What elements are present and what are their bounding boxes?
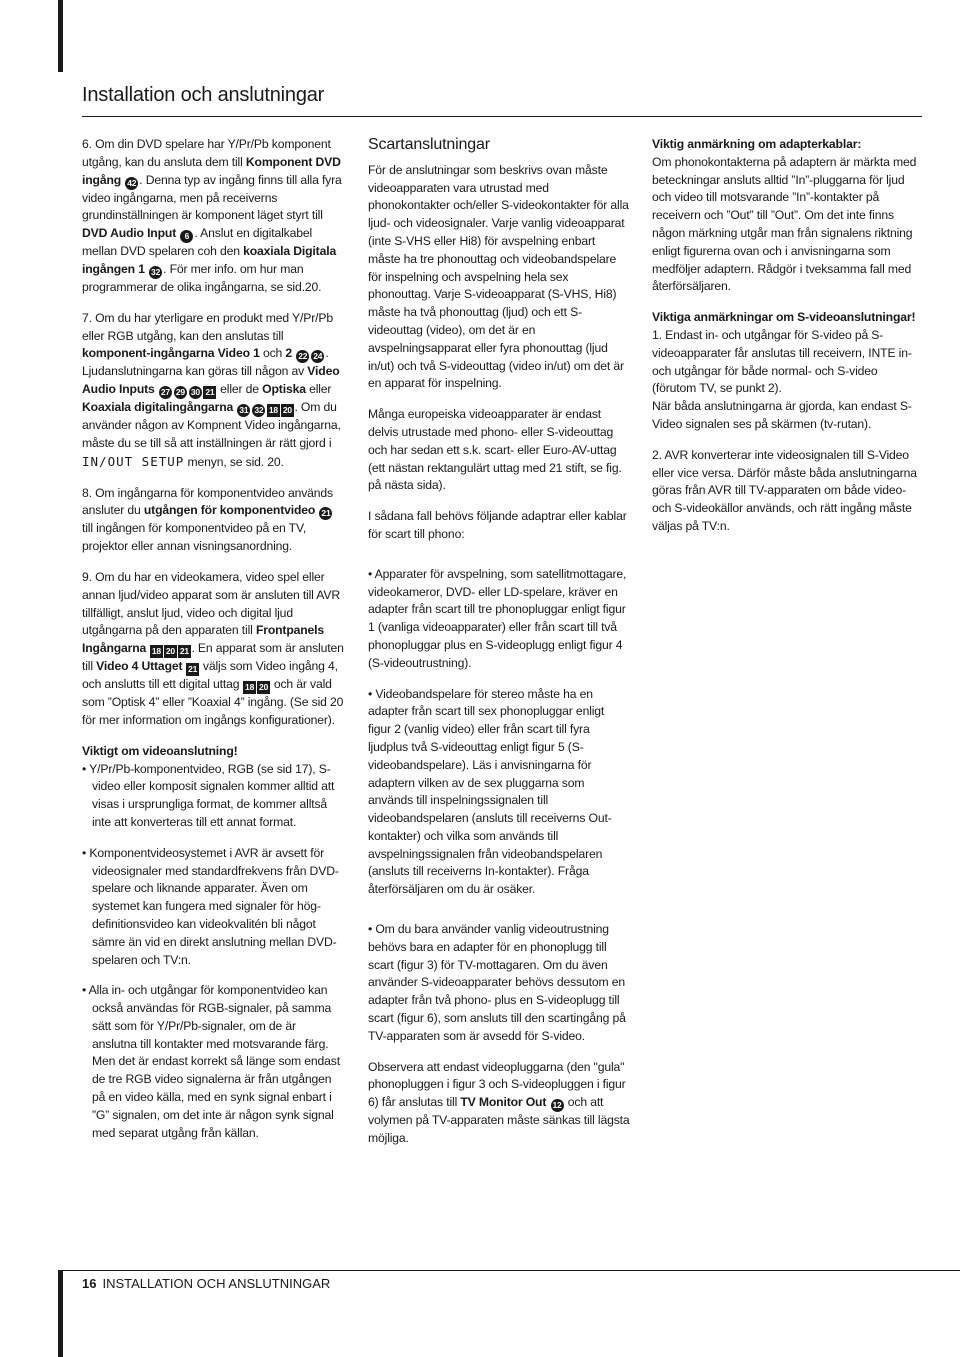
callout-31-icon: 31 [239, 405, 249, 416]
left-vertical-rule-top [58, 0, 63, 72]
scart-paragraph-1: För de anslutningar som beskrivs ovan måste videoapparaten vara utrustad med phonokontakter och/eller S-videokontakter för alla ljud- och videosignaler. Varje vanlig videoapparat (inte S-VHS eller Hi8) för avspelning enbart måste ha tre phonouttag och videobandspelare för inspelning och avspelning hela sex phonouttag. Varje S-videoapparat (S-VHS, Hi8) måste ha två phonouttag (ljud) och ett S-videouttag (video), om det är en avspelningsapparat eller fyra phonouttag (ljud in/ut) och två S-videouttag (video in/ut) om det är en apparat för inspelning. [368, 162, 629, 391]
scart-heading: Scartanslutningar [368, 136, 490, 153]
column-left [82, 136, 344, 1155]
page-number: 16 [82, 1276, 97, 1291]
scart-bullet-1: • Apparater för avspelning, som satellitmottagare, videokameror, DVD- eller LD-spelare, kräver en adapter från scart till tre phonopluggar enligt figur 1 (vanliga videoapparater) eller från scart till två phonopluggar plus en S-videoplugg enligt figur 4 (S-videoutrustning). [368, 566, 627, 670]
callout-30-icon: 30 [190, 387, 200, 398]
bullet-item: • Komponentvideosystemet i AVR är avsett för videosignaler med standardfrekvens från DVD-spelare och liknande apparater. Även om systemet kan fungera med signaler för hög-definitionsvideo kan videokvalitén bli något sämre än vid en direkt anslutning mellan DVD-spelaren och TV:n. [82, 845, 339, 967]
bullet-item: • Alla in- och utgångar för komponentvideo kan också användas för RGB-signaler, på samma sätt som för Y/Pr/Pb-signaler, om de är anslutna till kontakter med motsvarande färg. Men det är endast korrekt så länge som endast de tre RGB video signalerna är från utgången på en video källa, med en synk signal enbart i ”G” signalen, om det inte är någon synk signal med separat utgång från källan. [82, 983, 340, 1140]
page-title: Installation och anslutningar [82, 84, 325, 106]
callout-18-square-icon: 18 [268, 405, 279, 416]
callout-21-square-icon: 21 [205, 387, 215, 398]
footer-section-title: INSTALLATION OCH ANSLUTNINGAR [102, 1276, 331, 1291]
svideo-note-1b: När båda anslutningarna är gjorda, kan endast S-Video signalen ses på skärmen (tv-rutan). [652, 399, 912, 431]
page-footer [82, 1276, 330, 1291]
callout-42-icon: 42 [127, 177, 137, 188]
callout-20-square-icon: 20 [282, 405, 293, 416]
scart-bullet-2: • Videobandspelare för stereo måste ha en adapter från scart till sex phonopluggar enligt figur 2 (vanlig video) eller från scart till fyra ljudplus två S-videouttag enligt figur 5 (S-videobandspelare). Läs i anvisningarna för adaptern vilken av de sex pluggarna som används till inspelningssignalen till videobandspelaren (ansluts till receiverns Out-kontakter) och vilka som används till avspelningssignalen från videobandspelaren (ansluts till receiverns In-kontakter). Fråga återförsäljaren om du är osäker. [368, 686, 612, 897]
paragraph-step-9: 9. Om du har en videokamera, video spel eller annan ljud/video apparat som är ansluten till AVR tillfälligt, anslut ljud, video och digital ljud utgångarna på den apparaten till Frontpanels Ingångarna 18 20 21 . En apparat som är ansluten till Video 4 Uttaget 21 väljs som Video ingång 4, och anslutts till ett digital uttag 18 20 och är vald som ”Optisk 4” eller ”Koaxial 4” ingång. (Se sid 20 för mer information om ingångs konfigurationer). [82, 569, 344, 727]
callout-22-icon: 22 [298, 351, 308, 362]
scart-paragraph-2: Många europeiska videoapparater är endast delvis utrustade med phono- eller S-videouttag och har sedan ett s.k. scart- eller Euro-AV-uttag (ett nästan rektangulärt uttag med 21 stift, se fig. på nästa sida). [368, 407, 622, 493]
paragraph-step-7: 7. Om du har yterligare en produkt med Y/Pr/Pb eller RGB utgång, kan den anslutas till komponent-ingångarna Video 1 och 2 22 24 . Ljudanslutningarna kan göras till någon av Video Audio Inputs 27 29 30 21 eller de Optiska eller Koaxiala digitalingångarna 31 32 18 20 . Om du använder någon av Kompnent Video ingångarna, måste du se till så att inställningen är rätt gjord i IN/OUT SETUP menyn, se sid. 20. [82, 310, 341, 469]
svideo-note-1: 1. Endast in- och utgångar för S-video på S-videoapparater får anslutas till receivern, INTE in- och utgångar för både normal- och S-video (förutom TV, se punkt 2). [652, 327, 912, 396]
callout-24-icon: 24 [313, 351, 323, 362]
scart-bullet-3: • Om du bara använder vanlig videoutrustning behövs bara en adapter för en phonoplugg till scart (figur 3) för TV-mottagaren. Om du även använder S-videoapparater behövs dessutom en adapter från två phono- plus en S-videoplugg till scart (figur 6), som ansluts till den scartingång på TV-apparaten som är avsedd för S-video. [368, 922, 626, 1043]
callout-29-icon: 29 [175, 387, 185, 398]
scart-note: Observera att endast videopluggarna (den "gula" phonopluggen i figur 3 och S-videopluggen i figur 6) får anslutas till TV Monitor Out 12 och att volymen på TV-apparaten måste sänkas till lägsta möjliga. [368, 1059, 630, 1146]
footer-rule [58, 1270, 960, 1271]
callout-20-square-icon: 20 [259, 682, 269, 693]
callout-32-icon: 32 [254, 405, 264, 416]
callout-21-square-icon: 21 [188, 664, 198, 675]
callout-27-icon: 27 [160, 387, 170, 398]
paragraph-step-8: 8. Om ingångarna för komponentvideo används ansluter du utgången för komponentvideo 21 till ingången för komponentvideo på en TV, projektor eller annan visningsanordning. [82, 485, 334, 554]
callout-6-icon: 6 [180, 230, 193, 243]
callout-18-square-icon: 18 [151, 646, 162, 657]
scart-paragraph-3: I sådana fall behövs följande adaptrar eller kablar för scart till phono: [368, 509, 627, 541]
svideo-note-2: 2. AVR konverterar inte videosignalen till S-Video eller vice versa. Därför måste båda anslutningarna göras från AVR till TV-apparaten om både video- och S-videokällor används, och rätt ingång måste väljas på TV:n. [652, 447, 917, 533]
callout-18-square-icon: 18 [245, 682, 255, 693]
menu-name-in-out-setup: IN/OUT SETUP [82, 453, 185, 469]
callout-12-icon: 12 [552, 1100, 562, 1111]
callout-21-icon: 21 [321, 508, 331, 519]
title-rule [82, 116, 922, 117]
left-vertical-rule-bottom [58, 1270, 63, 1357]
callout-32-icon: 32 [151, 266, 161, 277]
adapter-note-heading: Viktig anmärkning om adapterkablar: [652, 137, 862, 151]
callout-21-square-icon: 21 [179, 646, 190, 657]
column-middle [368, 136, 630, 1161]
important-video-heading: Viktigt om videoanslutning! [82, 743, 238, 758]
callout-20-square-icon: 20 [165, 646, 176, 657]
adapter-note-paragraph: Om phonokontakterna på adaptern är märkta med beteckningar ansluts alltid ”In”-pluggarna för ljud och video till motsvarande ”In”-kontakter på receivern och ”Out” till ”Out”. Om det inte finns någon märkning utgår man från signalens riktning enligt figurerna ovan och i anvisningarna som medföljer adaptern. Rådgör i tveksamma fall med återförsäljaren. [652, 154, 917, 294]
svideo-note-heading: Viktiga anmärkningar om S-videoanslutningar! [652, 310, 916, 325]
bullet-item: • Y/Pr/Pb-komponentvideo, RGB (se sid 17), S-video eller komposit signalen kommer alltid att visas i ursprungliga format, de kommer alltså inte att konverteras till ett annat format. [82, 761, 335, 829]
column-right [652, 136, 920, 549]
paragraph-step-6: 6. Om din DVD spelare har Y/Pr/Pb komponent utgång, kan du ansluta dem till Komponent DVD ingång 42 . Denna typ av ingång finns till alla fyra video ingångarna, men på receiverns grundinställningen är komponent läget styrt till DVD Audio Input 6 . Anslut en digitalkabel mellan DVD spelaren coh den koaxiala Digitala ingången 1 32 . För mer info. om hur man programmerar de olika ingångarna, se sid.20. [82, 137, 342, 294]
